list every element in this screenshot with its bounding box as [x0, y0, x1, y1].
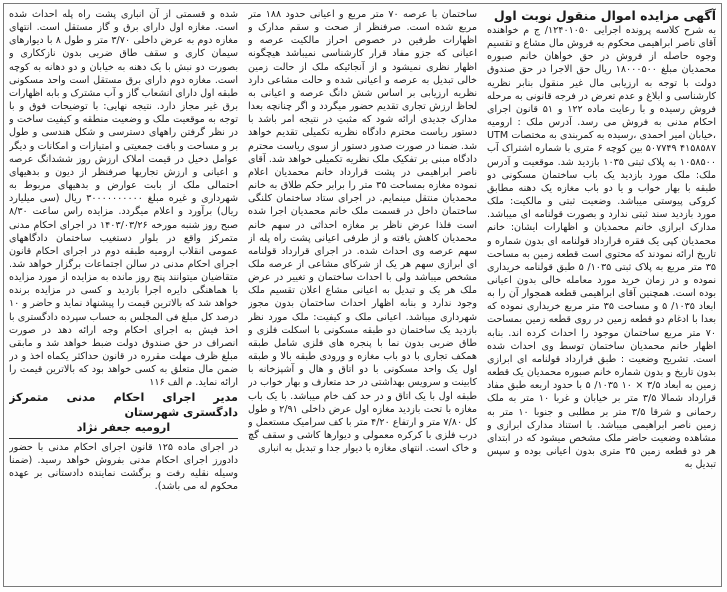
notice-body-part-2: ساختمان با عرصه ۷۰ متر مربع و اعیانی حدود ۱۸۸ متر مربع شده است. صرفنظر از صحت و سقم مدارک و اظهارات طرفین در خصوص احراز مالکیت عرصه و اعیانی که جزو مفاد قرار کارشناسی نمیباشد هیچگونه اظهار نظری نمیشود و از آنجائیکه ملک از حالت زمین خالی تبدیل به عرصه و اعیانی شده و حالت مشاعی دارد نظریه ارزیابی بر اساس شش دانگ عرصه و اعیانی به لحاظ ارزش تجاری تقدیم حضور میگردد و اگر چنانچه بعدا مدارک جدیدی ارائه شود که مثبتِ در نتیجه امر باشد با دستور ریاست محترم دادگاه نظریه تکمیلی تقدیم خواهد شد. ضمنا در صورت صدور دستور از سوی ریاست محترم دادگاه مبنی بر تفکیک ملک نظریه تکمیلی خواهد شد. آقای ناصر ابراهیمی در پشت قرارداد خانم محمدیان اعلام نموده مغازه بمساحت ۳۵ متر را برابر حکم طلاق به خانم محمدیان منتقل مینمایم. در اجرای ستاد ساختمان کلنگی ساختمان داخل در قسمت ملک خانم محمدیان اجرا شده است فلذا عرض ناظر بر مغازه احداثی در سهم خانم محمدیان کاهش یافته و از طرفی اعیانی پشت راه پله از سهم عرصه وی احداث شده. در اجرای قرارداد قولنامه ای ابرازی سهم هر یک از شرکای مشاعی از عرصه ملک مشخص میباشد ولی با احداث ساختمان و تغییر در عرض ملک هر یک و تبدیل به اعیانی مشاع اعلان تقسیم ملک وجود ندارد و بنابه اظهار احداث ساختمان بدون مجوز شهرداری میباشد. اعیانی ملک و کیفیت: ملک مورد نظر بازدید یک ساختمان دو طبقه مسکونی با اسکلت فلزی و طاق ضربی بدون نما با پنجره های فلزی شامل طبقه همکف تجاری با دو باب مغازه و ورودی طبقه بالا و طبقه اول یک واحد مسکونی با دو اتاق و هال و آشپزخانه با کابینت و سرویس بهداشتی در حد متعارف و بهار خواب در طبقه اول با یک اتاق و در حد کف خام میباشد. با یک باب مغازه با تحت بازدید مغازه اول عرض داخلی ۲/۹۱ و طول کل ۷/۸۰ متر و ارتفاع ۴/۲۰ متر با کف سرامیک مستعمل و درب فلزی با کرکره معمولی و دیوارها کاشی و سقف گچ و خاک است. انتهای مغازه با دیوار جدا و تبدیل به انباری	[248, 9, 477, 455]
divider	[9, 438, 238, 439]
notice-body-part-3: شده و قسمتی از آن انباری پشت راه پله احداث شده است. مغازه اول دارای برق و گاز مستقل است. انتهای مغازه دوم به عرض داخلی ۳/۷۰ متر و طول ۸ با دیوارهای سیمان کاری و سقف طاق ضربی بدون نازککاری و بصورت دو نبش با یک دهنه به خیابان و دو دهانه به کوچه است. مغازه دوم دارای برق مستقل است واحد مسکونی طبقه اول دارای انشعاب گاز و آب مشترک و بابه اظهارات برق غیر مجاز دارد. نتیجه نهایی: با توضیحات فوق و با توجه به موقعیت ملک و وضعیت منطقه و کیفیت ساخت و در نظر گرفتن راههای دسترسی و شکل هندسی و طول بر و مساحت و بافت جمعیتی و امتیازات و امکانات و دیگر عوامل دخیل در قیمت املاک ارزش روز ششدانگ عرصه و اعیانی و ارزش تجاریها صرفنظر از دیون و بدهیهای احتمالی ملک از بابت عوارض و بدهیهای مربوط به شهرداری و غیره مبلغ ۳۰۰۰۰۰۰۰۰۰۰ ریال (سی میلیارد ریال) برآورد و اعلام میگردد. مزایده راس ساعت ۸/۳۰ صبح روز شنبه مورخه ۱۴۰۳/۰۳/۲۶ در اجرای احکام مدنی متمرکز واقع در بلوار دستغیب ساختمان دادگاههای عمومی انقلاب ارومیه طبقه دوم در اجرای احکام قانون اجرای احکام مدنی در سالن اجتماعات برگزار خواهد شد. متقاضیان میتوانند پنج روز مانده به مزایده از مورد مزایده با هماهنگی دایره اجرا بازدید و کسی در مزایده برنده خواهد شد که بالاترین قیمت را پیشنهاد نماید و حاضر و ۱۰ درصد کل مبلغ فی المجلس به حساب سپرده دادگستری با اخذ فیش به اجرای احکام وجه ارائه دهد در صورت انصراف در حق صندوق دولت ضبط خواهد شد و مابقی مبلغ ظرف مهلت مقرره در قانون حداکثر یکماه اخذ و در ضمن مال متعلق به کسی خواهد بود که بالاترین قیمت را ارائه نماید. م الف ۱۱۶	[9, 9, 238, 389]
notice-column-left	[9, 8, 238, 584]
notice-column-right	[487, 8, 716, 584]
notice-title: آگهی مزایده اموال منقول نوبت اول	[493, 8, 716, 23]
notice-body-part-1: به شرح کلاسه پرونده اجرایی ۱۲۴۰۱۰۵۰/ ج م خواهنده آقای ناصر ابراهیمی محکوم به فروش مال مشاع و تقسیم وجوه حاصله از فروش در حق خواهان خانم صبوره محمدیان مبلغ ۱۸۰۰۰۵۰۰ ریال حق الاجرا در حق صندوق دولت با توجه به ارزیابی مال غیر منقول بنابر نظریه کارشناسی و ابلاغ و عدم تعرض در فرجه قانونی به مرحله فروش رسیده و با رعایت ماده ۱۲۲ و ۵۱ قانون اجرای احکام مدنی به فروش می رسد. آدرس ملک : ارومیه ،خیابان امیر احمدی ،رسیده به کمربندی به مختصات UTM ۵۰۷۷۴۹ ۴۱۵۸۵۸۷ بین کوچه ۶ متری با شماره اشتراک آب ۱۰۵۸۵۰۰ به پلاک ثبتی ۱۰۳۵ بازدید شد. موقعیت و آدرس ملک: ملک مورد بازدید یک باب ساختمان مسکونی دو طبقه با بهار خواب و یا دو باب مغازه یک دهنه مطابق کروکی پیوستی میباشد. وضعیت ثبتی و مالکیت: ملک مورد بازدید سند ثبتی ندارد و بصورت قولنامه ای میباشد. مدارک ابرازی خانم محمدیان و اظهارات ایشان: خانم محمدیان کپی یک فقره قرارداد قولنامه ای بدون شماره و تاریخ ارائه نمودند که محتوی است قطعه زمین به مساحت ۳۵ متر مربع به پلاک ثبتی ۱۰۳۵/ ۵ طبق قولنامه خریداری نموده و در زمان خرید مورد معامله خالی بدون اعیانی بوده است. همچنین آقای ابراهیمی قطعه همجوار آن را به ابعاد ۱۰۳۵/ ۵ و مساحت ۳۵ متر مربع خریداری نموده که بعدا با ادغام دو قطعه زمین در روی قطعه زمین بمساحت ۷۰ متر مربع ساختمان موجود را احداث کرده اند. بنابه اظهار خانم محمدیان ساختمان توسط وی احداث شده است. تشریح وضعیت : طبق قرارداد قولنامه ای ابرازی بدون تاریخ و بدون شماره خانم صبوره محمدیان یک قطعه زمین به ابعاد ۳/۵ × ۱۰ ۱۰۳۵/ ۵ با حدود اربعه طبق مفاد قرارداد شمالا ۳/۵ متر بر خیابان و غربا ۱۰ متر به ملک رحمانی و شرقا ۳/۵ متر بر مطلبی و جنوبا ۱۰ متر به زمین ناصر ابراهیمی میباشد. با استناد مدارک ابرازی و مشاهده وضعیت حاضر ملک مشخص میشود که در ابتدای هر دو قطعه زمین ۳۵ متری بدون اعیانی بوده و سپس تبدیل به	[487, 25, 716, 471]
notice-column-middle	[248, 8, 477, 584]
notice-footer: در اجرای ماده ۱۲۵ قانون اجرای احکام مدنی با حضور دادورز اجرای احکام مدنی بفروش خواهد رسید. (ضمنا وسیله نقلیه رفت و برگشت نماینده دادستانی بر عهده محکوم له می باشد).	[9, 441, 238, 492]
court-signature: مدیر اجرای احکام مدنی متمرکز دادگستری شهرستان	[9, 390, 238, 419]
auction-notice	[3, 3, 722, 587]
officer-name: ارومیه جعفر نژاد	[76, 420, 171, 434]
